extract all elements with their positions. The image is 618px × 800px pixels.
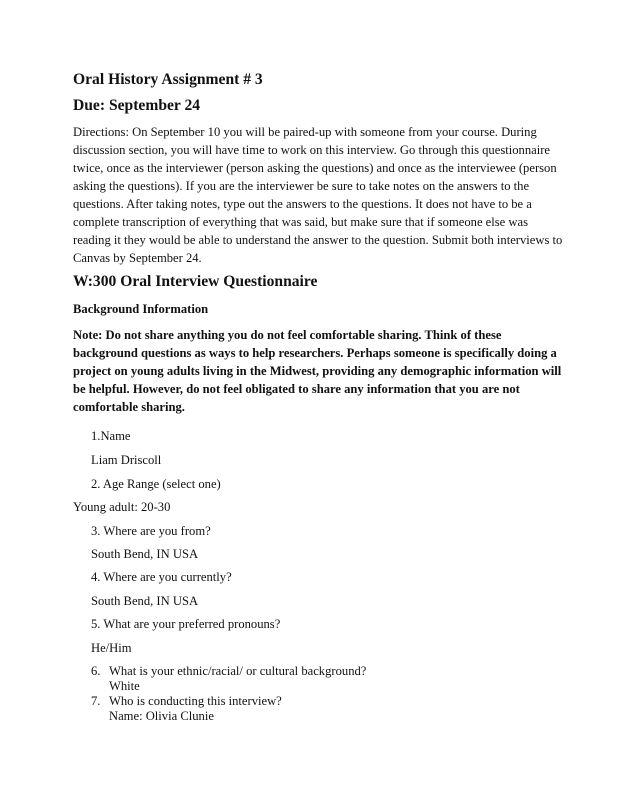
question-1: 1.Name	[91, 429, 131, 443]
answer-1: Liam Driscoll	[91, 453, 162, 467]
answer-7: Name: Olivia Clunie	[109, 709, 214, 723]
note-line: comfortable sharing.	[73, 400, 185, 414]
question-2: 2. Age Range (select one)	[91, 477, 221, 491]
question-7-number: 7.	[91, 694, 101, 708]
answer-6: White	[109, 679, 140, 693]
note-line: Note: Do not share anything you do not feel comfortable sharing. Think of these	[73, 328, 502, 342]
answer-3: South Bend, IN USA	[91, 547, 199, 561]
document-title: Oral History Assignment # 3	[73, 71, 263, 88]
section-title: Background Information	[73, 302, 209, 316]
note-line: background questions as ways to help researchers. Perhaps someone is specifically doing a	[73, 346, 557, 360]
question-5: 5. What are your preferred pronouns?	[91, 617, 281, 631]
directions-line: Canvas by September 24.	[73, 251, 202, 265]
question-3: 3. Where are you from?	[91, 524, 211, 538]
directions-line: questions. After taking notes, type out the answers to the questions. It does not have to be a	[73, 197, 532, 211]
due-date: Due: September 24	[73, 97, 201, 114]
directions-line: asking the questions). If you are the interviewer be sure to take notes on the answers to the	[73, 179, 530, 193]
directions-line: discussion section, you will have time to work on this interview. Go through this questionnaire	[73, 143, 550, 157]
answer-4: South Bend, IN USA	[91, 594, 199, 608]
question-4: 4. Where are you currently?	[91, 570, 232, 584]
directions-line: complete transcription of everything that was said, but make sure that if someone else was	[73, 215, 528, 229]
question-6: What is your ethnic/racial/ or cultural background?	[109, 664, 367, 678]
note-line: project on young adults living in the Midwest, providing any demographic information will	[73, 364, 562, 378]
answer-5: He/Him	[91, 641, 132, 655]
note-line: be helpful. However, do not feel obligated to share any information that you are not	[73, 382, 520, 396]
questionnaire-title: W:300 Oral Interview Questionnaire	[73, 273, 318, 290]
question-6-number: 6.	[91, 664, 101, 678]
answer-2: Young adult: 20-30	[73, 500, 171, 514]
directions-line: twice, once as the interviewer (person asking the questions) and once as the interviewee (person	[73, 161, 557, 175]
directions-line: reading it they would be able to understand the answer to the question. Submit both interviews to	[73, 233, 563, 247]
directions-line: Directions: On September 10 you will be paired-up with someone from your course. During	[73, 125, 537, 139]
question-7: Who is conducting this interview?	[109, 694, 282, 708]
